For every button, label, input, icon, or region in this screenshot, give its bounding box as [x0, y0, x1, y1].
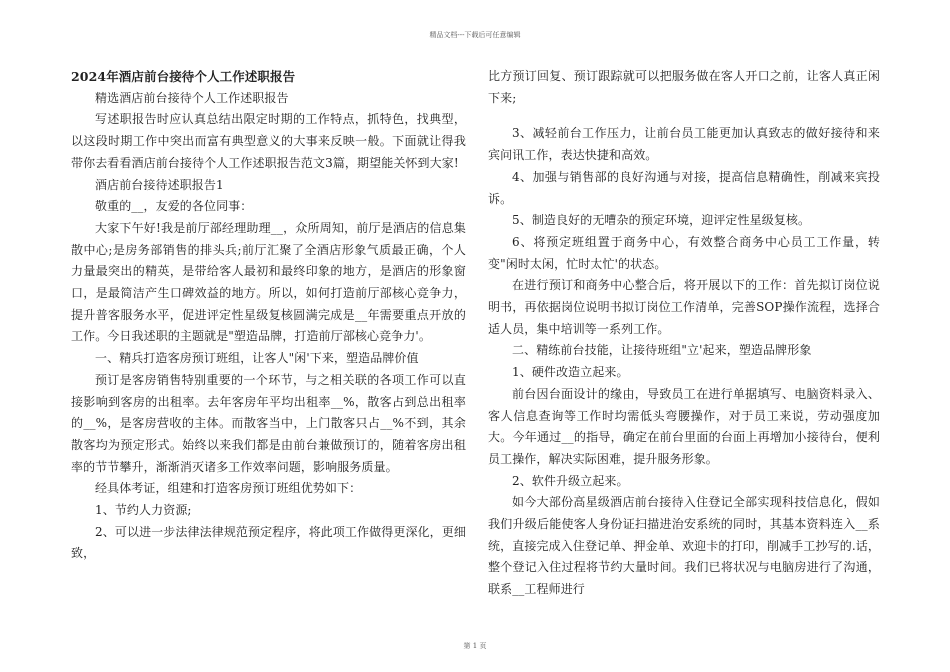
body-paragraph: 在进行预订和商务中心整合后，将开展以下的工作：首先拟订岗位说明书，再依据岗位说明书拟订岗位工作清单，完善SOP操作流程，选择合适人员，集中培训等一系列工作。 [488, 278, 880, 336]
opening-paragraph: 大家下午好!我是前厅部经理助理__，众所周知，前厅是酒店的信息集散中心;是房务部销售的排头兵;前厅汇聚了全酒店形象气质最正确，个人力量最突出的精英，是带给客人最初和最终印象的地方，是酒店的形象窗口，是最简洁产生口碑效益的地方。所以，如何打造前厅部核心竞争力，提升普客服务水平，促进评定性星级复核圆满完成是__年需要重点开放的工作。今日我述职的主题就是"塑造品牌，打造前厅部核心竞争力'。 [71, 220, 466, 344]
intro-paragraph: 写述职报告时应认真总结出限定时期的工作特点，抓特色，找典型，以这段时期工作中突出而富有典型意义的大事来反映一般。下面就让得我带你去看看酒店前台接待个人工作述职报告范文3篇，期望能关怀到大家! [71, 112, 466, 170]
salutation: 敬重的__，友爱的各位同事： [95, 199, 253, 214]
section-heading-1: 一、精兵打造客房预订班组，让客人"闲'下来，塑造品牌价值 [95, 351, 419, 366]
continuation-line: 比方预订回复、预订跟踪就可以把服务做在客人开口之前，让客人真正闲下来; [488, 69, 880, 105]
left-column [71, 66, 466, 565]
list-item: 5、制造良好的无嘈杂的预定环境，迎评定性星级复核。 [512, 213, 811, 228]
document-title: 2024年酒店前台接待个人工作述职报告 [71, 69, 296, 84]
page-number: 第 1 页 [463, 642, 487, 650]
list-item: 2、可以进一步法律法律规范预定程序，将此项工作做得更深化，更细致， [71, 524, 466, 561]
body-paragraph: 预订是客房销售特别重要的一个环节，与之相关联的各项工作可以直接影响到客房的出租率。去年客房年平均出租率__%，散客占到总出租率的__%，是客房营收的主体。而散客当中，上门散客只占__%不到，其余散客均为预定形式。始终以来我们都是由前台兼做预订的，随着客房出租率的节节攀升，渐渐消灭诸多工作效率问题，影响服务质量。 [71, 372, 466, 474]
list-item: 1、节约人力资源; [95, 503, 192, 518]
list-item: 6、将预定班组置于商务中心，有效整合商务中心员工工作量，转变"闲时太闲，忙时太忙'的状态。 [488, 234, 880, 271]
report-heading: 酒店前台接待述职报告1 [95, 177, 224, 192]
body-paragraph: 经具体考证，组建和打造客房预订班组优势如下： [95, 481, 362, 496]
list-item: 3、减轻前台工作压力，让前台员工能更加认真致志的做好接待和来宾问讯工作，表达快捷和高效。 [488, 126, 880, 163]
list-item: 2、软件升级立起来。 [512, 473, 629, 488]
page-header: 精品文档---下载后可任意编辑 [429, 31, 521, 39]
list-item: 4、加强与销售部的良好沟通与对接，提高信息精确性，削减来宾投诉。 [488, 169, 880, 206]
right-column [488, 66, 880, 601]
body-paragraph: 前台因台面设计的缘由，导致员工在进行单据填写、电脑资料录入、客人信息查询等工作时均需低头弯腰操作，对于员工来说，劳动强度加大。今年通过__的指导，确定在前台里面的台面上再增加小接待台，便利员工操作，解决实际困难，提升服务形象。 [488, 386, 880, 466]
body-paragraph: 如今大部份高星级酒店前台接待入住登记全部实现科技信息化，假如我们升级后能使客人身份证扫描进治安系统的同时，其基本资料连入__系统，直接完成入住登记单、押金单、欢迎卡的打印，削减手工抄写的.话，整个登记入住过程将节约大量时间。我们已将状况与电脑房进行了沟通，联系__工程师进行 [488, 495, 880, 597]
spacer [488, 109, 880, 123]
section-heading-2: 二、精练前台技能，让接待班组"立'起来，塑造品牌形象 [512, 343, 812, 358]
list-item: 1、硬件改造立起来。 [512, 365, 629, 380]
subtitle-paragraph: 精选酒店前台接待个人工作述职报告 [95, 90, 289, 105]
